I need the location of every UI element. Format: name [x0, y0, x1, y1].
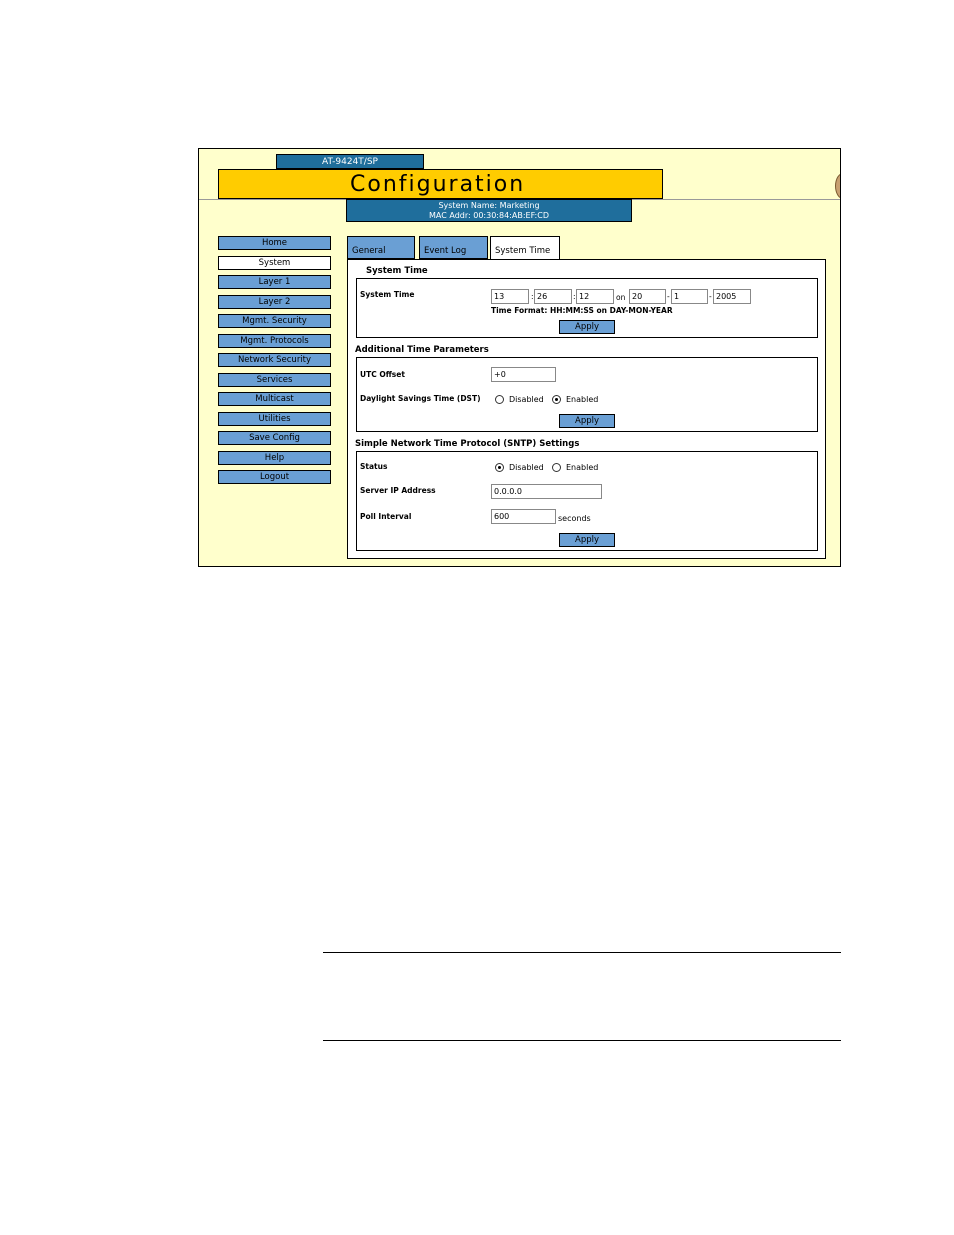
day-field[interactable]: 20: [629, 289, 666, 304]
second-field[interactable]: 12: [576, 289, 614, 304]
divider-rule: [323, 1040, 841, 1041]
model-label: AT-9424T/SP: [276, 154, 424, 169]
nav-item-services[interactable]: Services: [218, 373, 331, 387]
time-separator: :: [531, 292, 534, 301]
nav-item-mgmt-protocols[interactable]: Mgmt. Protocols: [218, 334, 331, 348]
section-title-additional: Additional Time Parameters: [355, 345, 489, 355]
sntp-status-label: Status: [360, 462, 388, 471]
logo-icon: [835, 173, 841, 199]
tab-system-time[interactable]: System Time: [490, 236, 560, 260]
poll-interval-unit: seconds: [558, 514, 591, 523]
sntp-box: [356, 451, 818, 551]
nav-item-layer-1[interactable]: Layer 1: [218, 275, 331, 289]
sntp-enabled-label: Enabled: [566, 463, 599, 472]
apply-additional-button[interactable]: Apply: [559, 414, 615, 428]
additional-time-box: [356, 357, 818, 432]
nav-item-system[interactable]: System: [218, 256, 331, 270]
section-title-sntp: Simple Network Time Protocol (SNTP) Settings: [355, 439, 580, 449]
server-ip-field[interactable]: 0.0.0.0: [491, 484, 602, 499]
date-separator: -: [709, 292, 712, 301]
nav-item-logout[interactable]: Logout: [218, 470, 331, 484]
dst-enabled-label: Enabled: [566, 395, 599, 404]
mac-address: MAC Addr: 00:30:84:AB:EF:CD: [429, 211, 549, 220]
system-time-box: [356, 278, 818, 338]
utc-offset-label: UTC Offset: [360, 370, 405, 379]
minute-field[interactable]: 26: [534, 289, 572, 304]
poll-interval-field[interactable]: 600: [491, 509, 556, 524]
divider-rule: [323, 952, 841, 953]
month-field[interactable]: 1: [671, 289, 708, 304]
configuration-window: [198, 148, 841, 567]
poll-interval-label: Poll Interval: [360, 512, 412, 521]
utc-offset-field[interactable]: +0: [491, 367, 556, 382]
system-info: [346, 199, 632, 222]
time-format-hint: Time Format: HH:MM:SS on DAY-MON-YEAR: [491, 306, 673, 315]
tab-general[interactable]: General: [347, 236, 415, 259]
dst-enabled-radio[interactable]: [552, 395, 561, 404]
year-field[interactable]: 2005: [713, 289, 751, 304]
page-title: Configuration: [218, 169, 663, 199]
server-ip-label: Server IP Address: [360, 486, 436, 495]
nav-item-save-config[interactable]: Save Config: [218, 431, 331, 445]
date-separator: -: [667, 292, 670, 301]
nav-item-home[interactable]: Home: [218, 236, 331, 250]
apply-sntp-button[interactable]: Apply: [559, 533, 615, 547]
hour-field[interactable]: 13: [491, 289, 529, 304]
section-title-system-time: System Time: [366, 266, 428, 276]
on-label: on: [616, 293, 626, 302]
nav-item-utilities[interactable]: Utilities: [218, 412, 331, 426]
system-time-label: System Time: [360, 290, 415, 299]
system-name: System Name: Marketing: [438, 201, 540, 210]
time-separator: :: [573, 292, 576, 301]
system-time-panel: [347, 259, 826, 559]
nav-item-layer-2[interactable]: Layer 2: [218, 295, 331, 309]
nav-item-help[interactable]: Help: [218, 451, 331, 465]
sntp-disabled-label: Disabled: [509, 463, 544, 472]
nav-item-mgmt-security[interactable]: Mgmt. Security: [218, 314, 331, 328]
nav-item-multicast[interactable]: Multicast: [218, 392, 331, 406]
dst-disabled-label: Disabled: [509, 395, 544, 404]
sntp-disabled-radio[interactable]: [495, 463, 504, 472]
tab-event-log[interactable]: Event Log: [419, 236, 488, 259]
sidebar-nav: [218, 236, 331, 490]
dst-disabled-radio[interactable]: [495, 395, 504, 404]
dst-label: Daylight Savings Time (DST): [360, 394, 481, 403]
apply-system-time-button[interactable]: Apply: [559, 320, 615, 334]
sntp-enabled-radio[interactable]: [552, 463, 561, 472]
nav-item-network-security[interactable]: Network Security: [218, 353, 331, 367]
